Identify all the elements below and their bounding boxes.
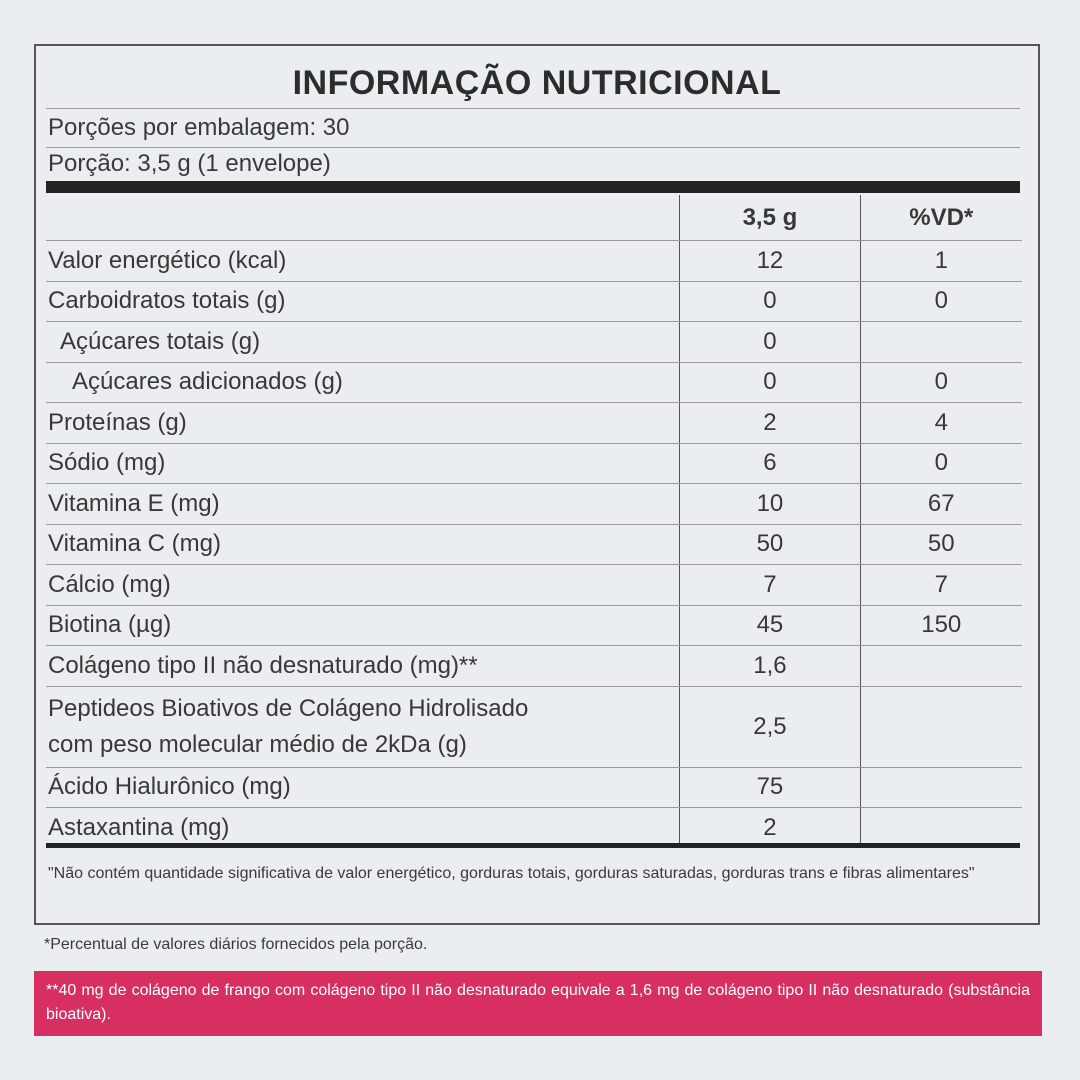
- title-divider: [46, 108, 1020, 109]
- row-label-cell: [46, 362, 680, 403]
- row-amount: 12: [680, 241, 860, 282]
- bottom-divider-bar: [46, 843, 1020, 848]
- table-header-row: [46, 195, 1022, 241]
- table-row: [46, 484, 1022, 525]
- percent-vd-footnote: *Percentual de valores diários fornecidos pela porção.: [44, 936, 428, 953]
- row-amount: 0: [680, 322, 860, 363]
- row-amount: 7: [680, 565, 860, 606]
- row-label-cell: [46, 686, 680, 767]
- nutrition-facts-panel: [34, 44, 1040, 925]
- row-label: Açúcares adicionados (g): [72, 368, 343, 396]
- table-row: [46, 565, 1022, 606]
- servings-divider: [46, 147, 1020, 148]
- row-amount: 75: [680, 767, 860, 808]
- row-label: Carboidratos totais (g): [46, 281, 680, 322]
- row-amount: 2: [680, 808, 860, 848]
- header-vd: %VD*: [860, 195, 1022, 241]
- row-label: Cálcio (mg): [46, 565, 680, 606]
- row-vd: 7: [860, 565, 1022, 606]
- table-row: [46, 281, 1022, 322]
- row-vd: 0: [860, 281, 1022, 322]
- header-amount: 3,5 g: [680, 195, 860, 241]
- table-row: [46, 322, 1022, 363]
- row-vd: 0: [860, 362, 1022, 403]
- row-vd: [860, 808, 1022, 848]
- row-vd: [860, 646, 1022, 687]
- row-vd: 0: [860, 443, 1022, 484]
- nutrition-table: [46, 195, 1022, 848]
- row-label: Colágeno tipo II não desnaturado (mg)**: [46, 646, 680, 687]
- row-amount: 0: [680, 281, 860, 322]
- row-amount: 10: [680, 484, 860, 525]
- portion-size: Porção: 3,5 g (1 envelope): [48, 150, 331, 177]
- thick-divider-bar: [46, 181, 1020, 193]
- row-amount: 45: [680, 605, 860, 646]
- row-label-line2: com peso molecular médio de 2kDa (g): [48, 730, 467, 758]
- row-amount: 50: [680, 524, 860, 565]
- row-label: Biotina (µg): [46, 605, 680, 646]
- row-vd: [860, 686, 1022, 767]
- row-amount: 6: [680, 443, 860, 484]
- row-amount: 0: [680, 362, 860, 403]
- row-vd: 50: [860, 524, 1022, 565]
- table-row: [46, 686, 1022, 767]
- row-label: Valor energético (kcal): [46, 241, 680, 282]
- row-vd: 150: [860, 605, 1022, 646]
- table-row: [46, 362, 1022, 403]
- row-vd: 4: [860, 403, 1022, 444]
- row-label: Ácido Hialurônico (mg): [46, 767, 680, 808]
- row-amount: 2: [680, 403, 860, 444]
- collagen-footnote-box: [34, 971, 1042, 1036]
- table-row: [46, 808, 1022, 848]
- row-vd: [860, 767, 1022, 808]
- table-row: [46, 767, 1022, 808]
- row-vd: 67: [860, 484, 1022, 525]
- row-label: Sódio (mg): [46, 443, 680, 484]
- table-row: [46, 524, 1022, 565]
- row-amount: 2,5: [680, 686, 860, 767]
- row-label: Vitamina C (mg): [46, 524, 680, 565]
- row-label: Açúcares totais (g): [60, 327, 261, 355]
- table-row: [46, 241, 1022, 282]
- row-label: Astaxantina (mg): [48, 813, 230, 841]
- table-row: [46, 443, 1022, 484]
- row-label: Vitamina E (mg): [46, 484, 680, 525]
- row-label-cell: [46, 322, 680, 363]
- header-label: [46, 195, 680, 241]
- row-label-line1: Peptideos Bioativos de Colágeno Hidrolisado: [48, 694, 529, 722]
- row-vd: [860, 322, 1022, 363]
- table-row: [46, 403, 1022, 444]
- table-row: [46, 605, 1022, 646]
- row-vd: 1: [860, 241, 1022, 282]
- table-row: [46, 646, 1022, 687]
- nutrition-title: INFORMAÇÃO NUTRICIONAL: [292, 64, 782, 102]
- row-label: Proteínas (g): [46, 403, 680, 444]
- not-significant-note: "Não contém quantidade significativa de valor energético, gorduras totais, gorduras saturadas, gorduras trans e fibras alimentares": [48, 865, 975, 882]
- servings-per-package: Porções por embalagem: 30: [48, 114, 350, 141]
- row-amount: 1,6: [680, 646, 860, 687]
- collagen-footnote: **40 mg de colágeno de frango com colágeno tipo II não desnaturado equivale a 1,6 mg de colágeno tipo II não desnaturado (substância bioativa).: [46, 982, 1030, 1023]
